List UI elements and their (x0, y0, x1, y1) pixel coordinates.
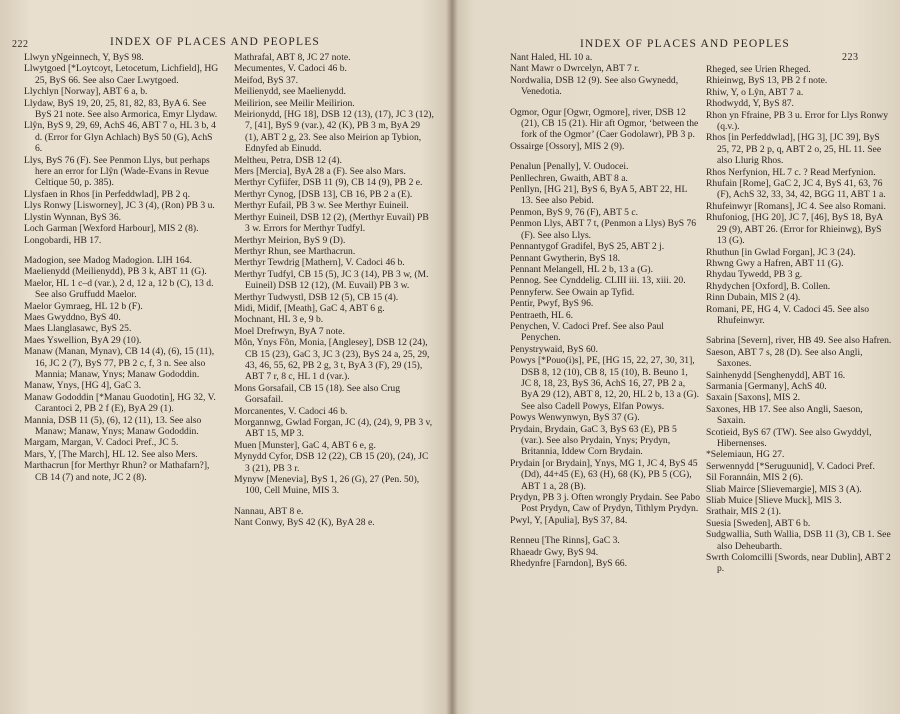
index-entry: Llys Ronwy [Lisworney], JC 3 (4), (Ron) PB 3 u. (24, 200, 215, 212)
index-entry: Pennant Gwytherin, ByS 18. (510, 252, 621, 264)
index-entry: Loch Garman [Wexford Harbour], MIS 2 (8). (24, 223, 199, 235)
index-entry: Ossairge [Ossory], MIS 2 (9). (510, 140, 625, 152)
index-entry: Morgannwg, Gwlad Forgan, JC (4), (24), 9, PB 3 v, ABT 15, MP 3. (234, 417, 433, 440)
index-entry: Margam, Margan, V. Cadoci Pref., JC 5. (24, 437, 179, 449)
index-entry: Manaw Gododdin [*Manau Guodotin], HG 32, V. Carantoci 2, PB 2 f (E), ByA 29 (1). (24, 391, 216, 415)
index-entry: Sliab Muice [Slieve Muck], MIS 3. (706, 495, 842, 507)
index-entry: Mannia, DSB 11 (5), (6), 12 (11), 13. See also Manaw; Manaw, Ynys; Manaw Gododdin. (24, 414, 202, 437)
index-entry: Maelienydd (Meilienydd), PB 3 k, ABT 11 (G). (24, 266, 207, 278)
index-entry: Moel Drefrwyn, ByA 7 note. (234, 325, 345, 337)
index-entry: Sliab Mairce [Slievemargie], MIS 3 (A). (706, 483, 862, 495)
index-entry: Merthyr Tudwystl, DSB 12 (5), CB 15 (4). (234, 291, 399, 303)
index-entry: Merthyr Eufail, PB 3 w. See Merthyr Euineil. (234, 200, 409, 212)
index-entry: Penmon Llys, ABT 7 t, (Penmon a Llys) ByS 76 (F). See also Llys. (510, 218, 697, 241)
index-entry: Prydain [or Brydain], Ynys, MG 1, JC 4, ByS 45 (Dd), 44+45 (E), 63 (H), 68 (K), PB 5 (CG), ABT 1 a, 28 (B). (510, 457, 698, 492)
index-entry: Renneu [The Rinns], GaC 3. (510, 535, 620, 547)
index-column-right-1 (510, 52, 700, 569)
index-entry: Penllyn, [HG 21], ByS 6, ByA 5, ABT 22, HL 13. See also Pebid. (510, 184, 687, 207)
index-entry: Pwyl, Y, [Apulia], ByS 37, 84. (510, 514, 628, 526)
index-entry: Midi, Midif, [Meath], GaC 4, ABT 6 g. (234, 302, 385, 314)
index-column-left-2 (234, 52, 434, 529)
index-entry: Rhufain [Rome], GaC 2, JC 4, ByS 41, 63, 76 (F), AchS 32, 33, 34, 42, BGG 11, ABT 1 a. (706, 178, 886, 201)
index-entry: Rhufoniog, [HG 20], JC 7, [46], ByS 18, ByA 29 (9), ABT 26. (Error for Rhieinwg), ByS 13 (G). (706, 212, 883, 247)
index-entry: Prydyn, PB 3 j. Often wrongly Prydain. See Pabo Post Prydyn, Caw of Prydyn, Tithlym Prydyn. (510, 492, 700, 515)
index-entry: Manaw (Manan, Mynav), CB 14 (4), (6), 15 (11), 16, JC 2 (7), ByS 77, PB 2 c, f, 3 n. See also Mannia; Manaw, Ynys; Manaw Gododdin. (24, 346, 215, 380)
running-head-left: INDEX OF PLACES AND PEOPLES (110, 36, 321, 48)
index-entry: Maes Gwyddno, ByS 40. (24, 311, 121, 323)
page-number-right: 223 (842, 52, 859, 63)
index-entry: Nant Haled, HL 10 a. (510, 52, 593, 63)
index-entry: Nant Mawr o Dwrcelyn, ABT 7 r. (510, 63, 640, 75)
index-entry: Maes Llanglasawc, ByS 25. (24, 323, 132, 335)
index-entry: Rhieinwg, ByS 13, PB 2 f note. (706, 75, 828, 87)
right-page (452, 0, 900, 714)
index-entry: Ogmor, Ogur [Ogwr, Ogmore], river, DSB 12 (21), CB 15 (21). Hir aft Ogmor, ‘between the fork of the Ogmor’ (Caer Godolawr), PB 3 p. (510, 106, 699, 141)
index-entry: Mynydd Cyfor, DSB 12 (22), CB 15 (20), (24), JC 3 (21), PB 3 r. (234, 451, 429, 474)
index-entry: Rhos [in Perfeddwlad], [HG 3], [JC 39], ByS 25, 72, PB 2 p, q, ABT 2 o, 25, HL 11. See also Llurig Rhos. (706, 132, 882, 167)
index-entry: Romani, PE, HG 4, V. Cadoci 45. See also Rhufeinwyr. (706, 303, 869, 326)
index-entry: Môn, Ynys Fôn, Monia, [Anglesey], DSB 12 (24), CB 15 (23), GaC 3, JC 3 (23), ByS 24 a, 25, 29, 43, 46, 55, 62, PB 2 g, 3 t, ByA 3 (F), 29 (15), ABT 7 r, 8 c, HL 1 d (var.). (234, 337, 430, 383)
index-entry: Sil Forannáin, MIS 2 (6). (706, 472, 804, 484)
index-entry: Suesia [Sweden], ABT 6 b. (706, 517, 811, 529)
index-entry: Rhufeinwyr [Romans], JC 4. See also Romani. (706, 200, 886, 212)
index-entry: Llwytgoed [*Loytcoyt, Letocetum, Lichfield], HG 25, ByS 66. See also Caer Lwytgoed. (24, 63, 219, 86)
index-entry: Pennantygof Gradifel, ByS 25, ABT 2 j. (510, 241, 665, 253)
index-entry: Sabrina [Severn], river, HB 49. See also Hafren. (706, 335, 892, 347)
index-entry: Llwyn yNgeinnech, Y, ByS 98. (24, 52, 144, 63)
index-entry: Saxain [Saxons], MIS 2. (706, 392, 801, 404)
index-entry: Merthyr Tudfyl, CB 15 (5), JC 3 (14), PB 3 w, (M. Euineil) DSB 12 (12), (M. Euvail) PB 3 w. (234, 268, 429, 292)
index-entry: Rhaeadr Gwy, ByS 94. (510, 546, 599, 558)
index-entry: Llychlyn [Norway], ABT 6 a, b. (24, 86, 148, 98)
index-entry: Rhwng Gwy a Hafren, ABT 11 (G). (706, 257, 844, 269)
index-entry: Manaw, Ynys, [HG 4], GaC 3. (24, 380, 142, 392)
index-entry: Llŷn, ByS 9, 29, 69, AchS 46, ABT 7 o, HL 3 b, 4 d. (Error for Glyn Achlach) ByS 50 (G), AchS 6. (24, 120, 216, 155)
index-entry: Penalun [Penally], V. Oudocei. (510, 161, 629, 173)
index-entry: Saxones, HB 17. See also Angli, Saeson, Saxain. (706, 403, 863, 427)
index-entry: Merthyr Meirion, ByS 9 (D). (234, 234, 346, 246)
index-entry: Rinn Dubain, MIS 2 (4). (706, 292, 801, 304)
index-column-right-2 (706, 64, 892, 575)
index-entry: Nordwalia, DSB 12 (9). See also Gwynedd, Venedotia. (510, 74, 679, 98)
index-entry: Mathrafal, ABT 8, JC 27 note. (234, 52, 351, 63)
index-entry: Penystrywaid, ByS 60. (510, 343, 598, 355)
index-entry: Rhiw, Y, o Lŷn, ABT 7 a. (706, 86, 804, 98)
index-entry: Muen [Munster], GaC 4, ABT 6 e, g. (234, 439, 376, 451)
index-entry: Swrth Colomcilli [Swords, near Dublin], ABT 2 p. (706, 552, 891, 575)
index-entry: Merthyr Cyfiifer, DSB 11 (9), CB 14 (9), PB 2 e. (234, 177, 423, 189)
index-entry: Mars, Y, [The March], HL 12. See also Mers. (24, 448, 198, 460)
index-entry: Mers [Mercia], ByA 28 a (F). See also Mars. (234, 166, 406, 178)
index-entry: Meifod, ByS 37. (234, 74, 298, 86)
index-entry: Pennant Melangell, HL 2 b, 13 a (G). (510, 263, 653, 275)
running-head-right: INDEX OF PLACES AND PEOPLES (580, 38, 791, 50)
index-entry: Powys Wenwynwyn, ByS 37 (G). (510, 412, 640, 424)
index-entry: Meirionydd, [HG 18], DSB 12 (13), (17), JC 3 (12), 7, [41], ByS 9 (var.), 42 (K), PB 3 m, ByA 29 (1), ABT 2 g, 23. See also Meirion ap Tybion, Ednyfed ab Einudd. (234, 109, 434, 155)
index-entry: Llydaw, ByS 19, 20, 25, 81, 82, 83, ByA 6. See ByS 21 note. See also Armorica, Emyr Llydaw. (24, 97, 218, 121)
index-entry: Mons Gorsafail, CB 15 (18). See also Crug Gorsafail. (234, 382, 401, 406)
index-entry: Longobardi, HB 17. (24, 234, 102, 246)
index-entry: Merthyr Tewdrig [Mathern], V. Cadoci 46 b. (234, 257, 405, 269)
index-entry: Nannau, ABT 8 e. (234, 505, 304, 517)
index-entry: Merthyr Euineil, DSB 12 (2), (Merthyr Euvail) PB 3 w. Errors for Merthyr Tudfyl. (234, 211, 429, 235)
index-entry: Sarmania [Germany], AchS 40. (706, 380, 827, 392)
index-entry: Nant Conwy, ByS 42 (K), ByA 28 e. (234, 517, 375, 529)
index-entry: Mecumentes, V. Cadoci 46 b. (234, 63, 347, 75)
index-entry: Rhydau Tywedd, PB 3 g. (706, 269, 803, 281)
index-entry: Rhos Nerfynion, HL 7 c. ? Read Merfynion. (706, 166, 876, 178)
index-entry: Sudgwallia, Suth Wallia, DSB 11 (3), CB 1. See also Deheubarth. (706, 529, 891, 552)
index-column-left-1 (24, 52, 220, 483)
index-entry: Pennog. See Cynddelig. CLIII iii. 13, xiii. 20. (510, 275, 686, 287)
index-entry: Morcanentes, V. Cadoci 46 b. (234, 405, 348, 417)
index-entry: Mochnant, HL 3 e, 9 b. (234, 314, 324, 326)
index-entry: Madogion, see Madog Madogion. LIH 164. (24, 254, 192, 266)
index-entry: Marthacrun [for Merthyr Rhun? or Mathafarn?], CB 14 (7) and note, JC 2 (8). (24, 460, 210, 483)
index-entry: Llys, ByS 76 (F). See Penmon Llys, but perhaps here an error for Llŷn (Wade-Evans in Revue Celtique 50, p. 385). (24, 154, 210, 189)
index-entry: Llysfaen in Rhos [in Perfeddwlad], PB 2 q. (24, 188, 191, 200)
index-entry: Scotieid, ByS 67 (TW). See also Gwyddyl, Hibernenses. (706, 426, 872, 449)
index-entry: Sainhenydd [Senghenydd], ABT 16. (706, 369, 846, 381)
book-gutter (446, 0, 458, 714)
index-entry: Rhedynfre [Farndon], ByS 66. (510, 558, 627, 570)
index-entry: Merthyr Rhun, see Marthacrun. (234, 245, 356, 257)
index-entry: Maelor Gymraeg, HL 12 b (F). (24, 300, 143, 312)
index-entry: Penllechren, Gwaith, ABT 8 a. (510, 172, 628, 184)
index-entry: Pentraeth, HL 6. (510, 309, 574, 321)
index-entry: Mynyw [Menevia], ByS 1, 26 (G), 27 (Pen. 50), 100, Cell Muine, MIS 3. (234, 474, 420, 497)
index-entry: Merthyr Cynog, [DSB 13], CB 16, PB 2 a (E). (234, 188, 413, 200)
index-entry: Rheged, see Urien Rheged. (706, 64, 811, 75)
index-entry: Powys [*Pouo(i)s], PE, [HG 15, 22, 27, 30, 31], DSB 8, 12 (10), CB 8, 15 (10), B. Beuno 1, JC 8, 18, 23, ByS 36, AchS 16, 27, PB 2 a, ByA 29 (12), ABT 8, 12, 20, HL 2 b, 13 a (G). See also Cadell Powys, Elfan Powys. (510, 355, 700, 412)
index-entry: Meilienydd, see Maelienydd. (234, 86, 346, 98)
index-entry: Pennyferw. See Owain ap Tyfid. (510, 286, 635, 298)
index-entry: Meilirion, see Meilir Meilirion. (234, 97, 355, 109)
index-entry: Meltheu, Petra, DSB 12 (4). (234, 154, 342, 166)
index-entry: Maes Yswellion, ByA 29 (10). (24, 334, 142, 346)
page-number-left: 222 (12, 39, 29, 50)
index-entry: Penmon, ByS 9, 76 (F), ABT 5 c. (510, 206, 639, 218)
index-entry: Rhuthun [in Gwlad Forgan], JC 3 (24). (706, 246, 856, 258)
index-entry: Saeson, ABT 7 s, 28 (D). See also Angli, Saxones. (706, 346, 863, 370)
index-entry: Rhodwydd, Y, ByS 87. (706, 98, 794, 110)
index-entry: Llystin Wynnan, ByS 36. (24, 211, 122, 223)
index-entry: Pentir, Pwyf, ByS 96. (510, 298, 594, 310)
index-entry: Rhydychen [Oxford], B. Collen. (706, 280, 831, 292)
index-entry: Penychen, V. Cadoci Pref. See also Paul Penychen. (510, 320, 664, 344)
index-entry: Prydain, Brydain, GaC 3, ByS 63 (E), PB 5 (var.). See also Prydain, Ynys; Prydyn, Britannia, Iddew Corn Brydain. (510, 423, 677, 458)
index-entry: Srathair, MIS 2 (1). (706, 506, 782, 518)
index-entry: Serwennydd [*Seruguunid], V. Cadoci Pref. (706, 460, 875, 472)
index-entry: Rhon yn Ffraine, PB 3 u. Error for Llys Ronwy (q.v.). (706, 109, 889, 133)
index-entry: *Selemiaun, HG 27. (706, 449, 785, 461)
index-entry: Maelor, HL 1 c–d (var.), 2 d, 12 a, 12 b (C), 13 d. See also Gruffudd Maelor. (24, 277, 214, 301)
